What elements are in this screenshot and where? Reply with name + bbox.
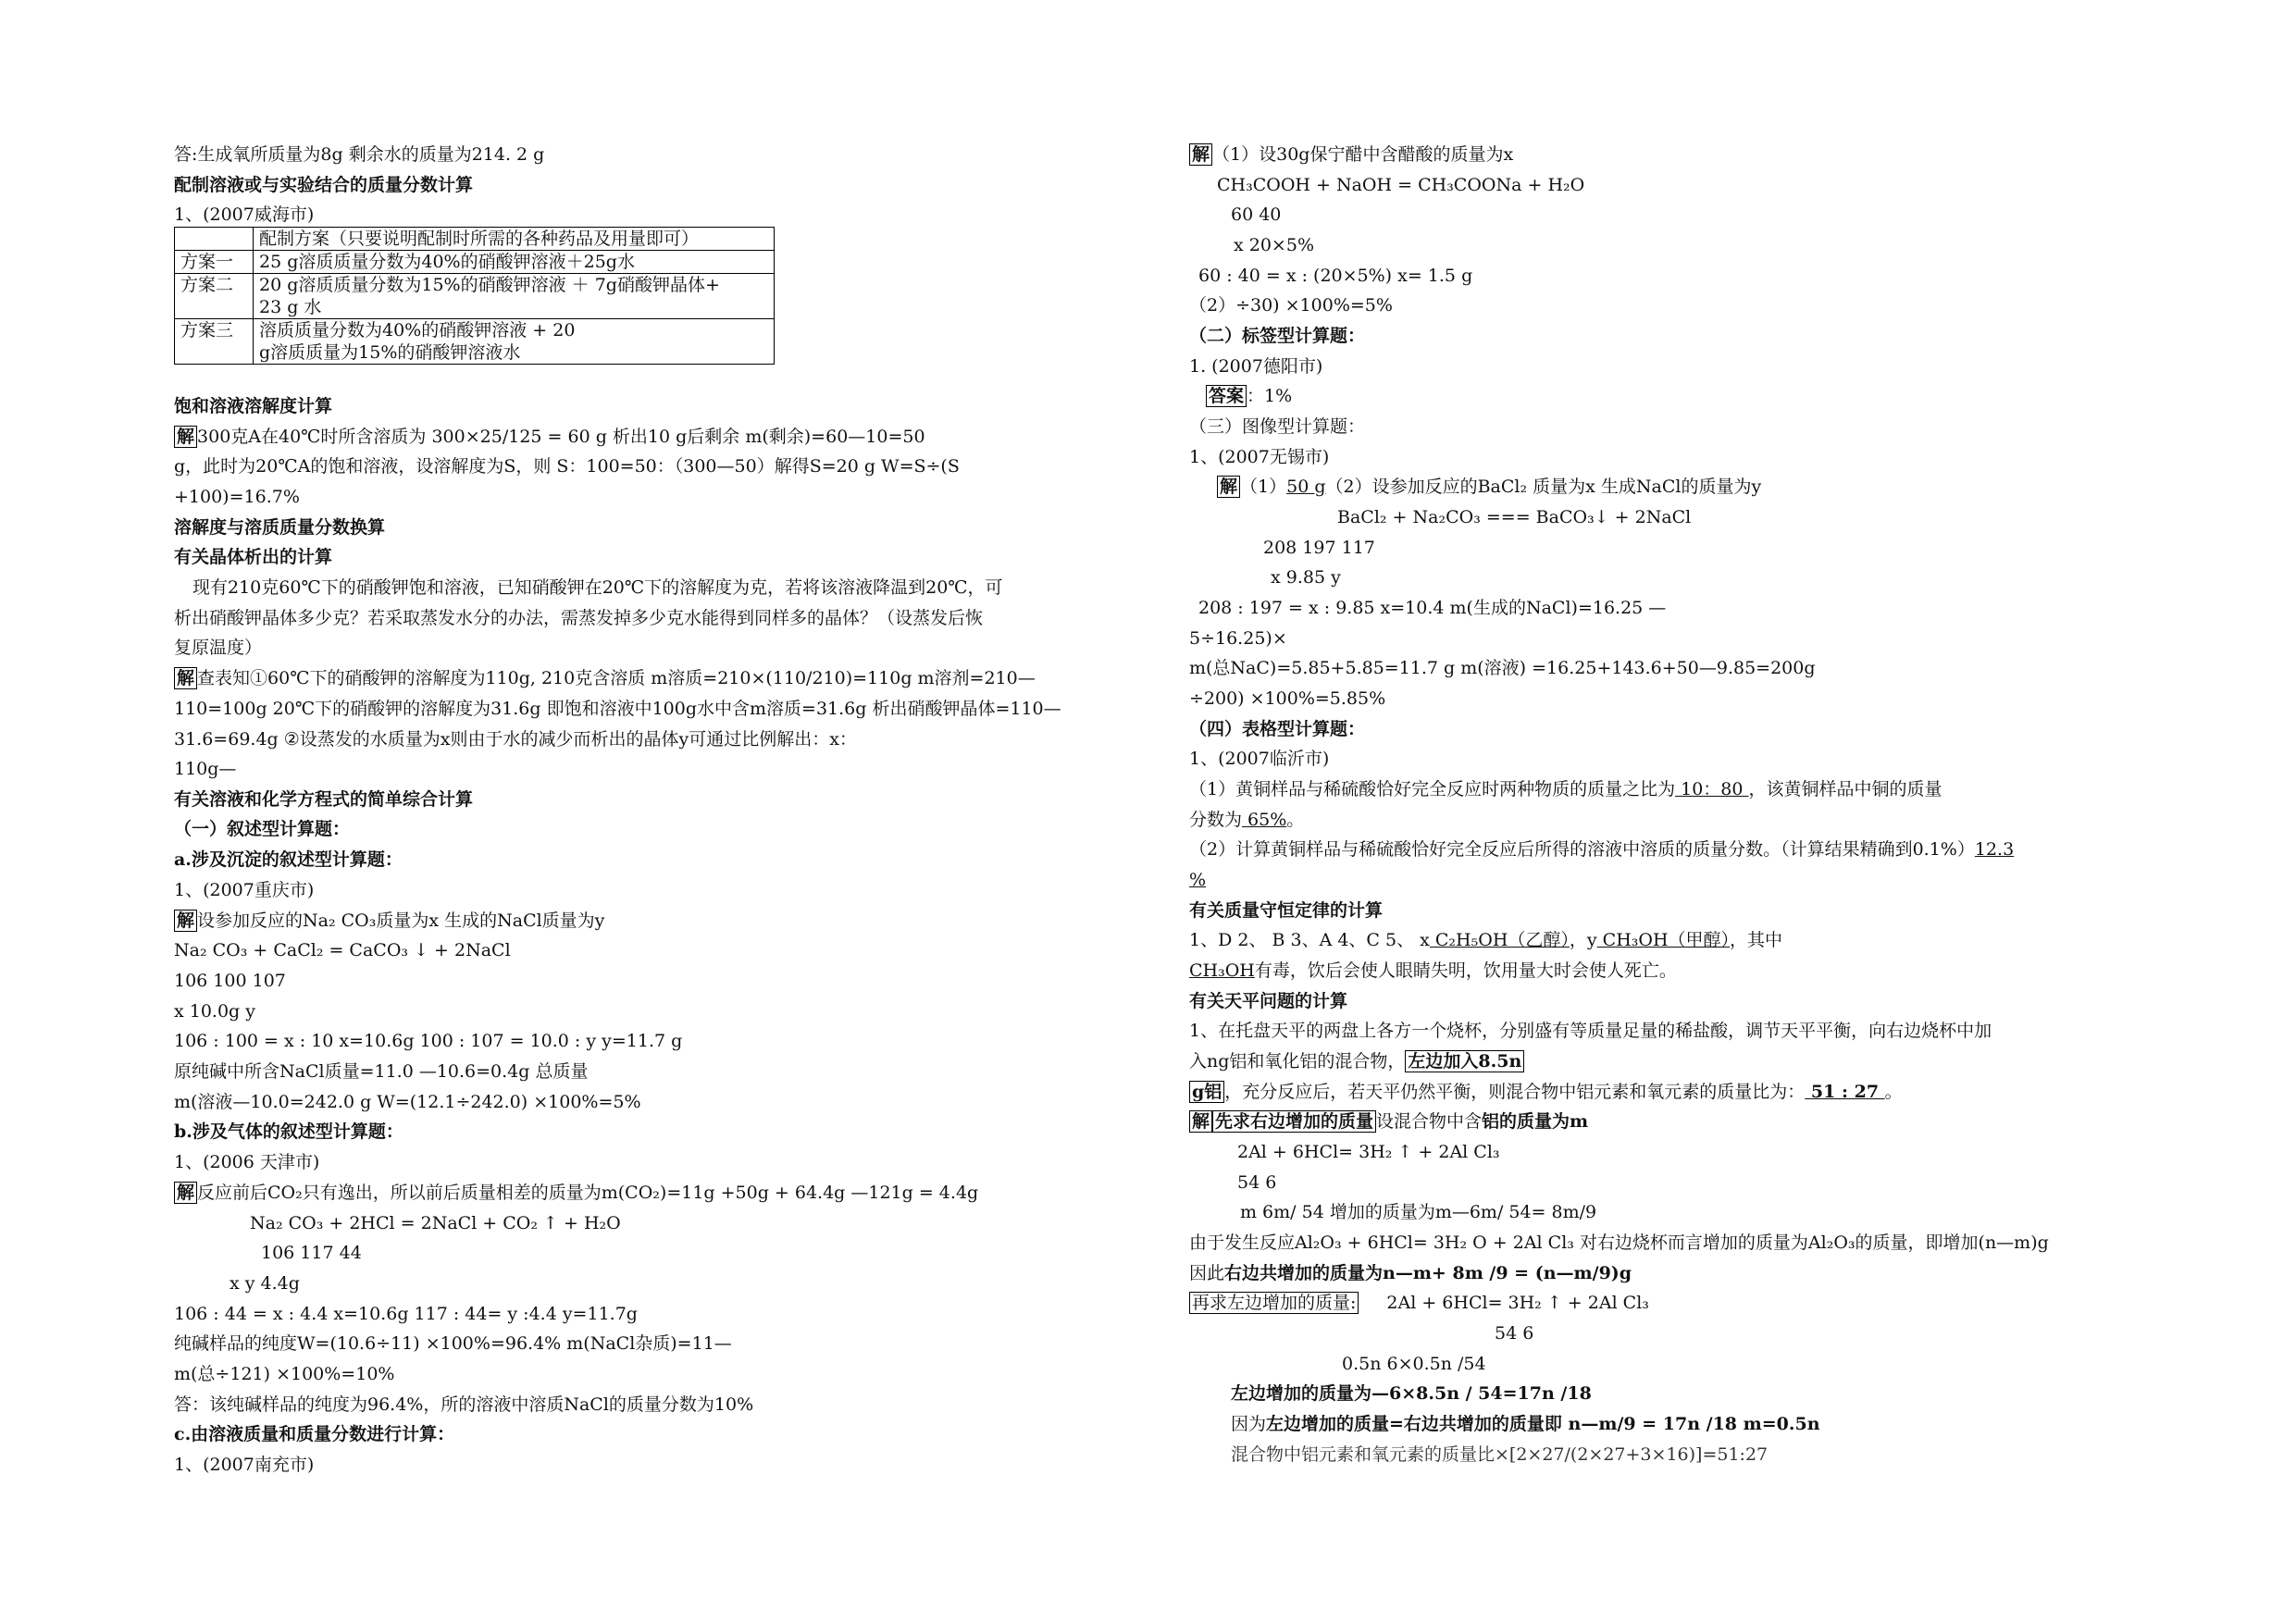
answer-text: （2）设参加反应的BaCl₂ 质量为x 生成NaCl的质量为y (1325, 477, 1762, 497)
heading-comprehensive: 有关溶液和化学方程式的简单综合计算 (174, 789, 474, 810)
answer-blank: C₂H₅OH（乙醇） (1429, 930, 1570, 950)
ratio-line: 60 : 40 = x : (20×5%) x= 1.5 g (1198, 266, 1473, 286)
equation: Na₂ CO₃ + 2HCl = 2NaCl + CO₂ ↑ + H₂O (250, 1213, 621, 1233)
boxed-text: g铝 (1189, 1081, 1224, 1103)
answer-line (1189, 929, 1782, 951)
heading-graph-type: （三）图像型计算题： (1189, 416, 1366, 437)
table-row (175, 274, 775, 319)
answer-line: 110=100g 20℃下的硝酸钾的溶解度为31.6g 即饱和溶液中100g水中含m溶质=31.6g 析出硝酸钾晶体=110— (174, 699, 1061, 719)
answer-label: 答案 (1206, 385, 1247, 407)
jie-label: 解 (174, 426, 197, 448)
equation: 2Al + 6HCl= 3H₂ ↑ + 2Al Cl₃ (1386, 1293, 1649, 1313)
answer-blank: CH₃OH（甲醇） (1596, 930, 1731, 950)
question-source: 1、(2007威海市) (174, 204, 315, 225)
question-text (1189, 1050, 1524, 1072)
plan-table (174, 227, 775, 365)
heading-saturated: 饱和溶液溶解度计算 (174, 396, 333, 416)
equation: BaCl₂ + Na₂CO₃ === BaCO₃↓ + 2NaCl (1337, 507, 1692, 527)
table-row (175, 228, 775, 251)
equation-masses: 106 100 107 (174, 971, 286, 991)
answer-line (1231, 1413, 1820, 1435)
answer-line (1206, 385, 1292, 407)
table-header-cell: 配制方案（只要说明配制时所需的各种药品及用量即可） (254, 228, 775, 251)
answer-line: 混合物中铝元素和氧元素的质量比×[2×27/(2×27+3×16)]=51:27 (1231, 1444, 1769, 1465)
heading-sub-b: b.涉及气体的叙述型计算题： (174, 1121, 403, 1142)
answer-line: m(总NaC)=5.85+5.85=11.7 g m(溶液) =16.25+143.6+50—9.85=200g (1189, 658, 1816, 678)
jie-label: 解 (174, 1182, 197, 1204)
answer-text: ，y (1569, 930, 1597, 950)
ratio-line: 106 : 100 = x : 10 x=10.6g 100 : 107 = 10.0 : y y=11.7 g (174, 1031, 683, 1051)
table-cell (254, 319, 775, 365)
answer-line (1189, 1292, 1649, 1314)
question-source: 1、(2006 天津市) (174, 1152, 320, 1172)
answer-line: g，此时为20℃A的饱和溶液，设溶解度为S，则 S：100=50：（300—50）解得S=20 g W=S÷(S (174, 456, 960, 477)
answer-line: （2）÷30) ×100%=5% (1189, 295, 1393, 316)
answer-blank: 51 : 27 (1805, 1082, 1885, 1102)
answer-line: 5÷16.25)× (1189, 628, 1287, 649)
answer-text: 因为 (1231, 1414, 1267, 1434)
answer-line (1189, 960, 1677, 982)
equation-masses: 60 40 (1231, 204, 1282, 225)
answer-line: m(总÷121) ×100%=10% (174, 1364, 395, 1384)
heading-balance: 有关天平问题的计算 (1189, 991, 1348, 1011)
equation: 2Al + 6HCl= 3H₂ ↑ + 2Al Cl₃ (1237, 1142, 1500, 1162)
table-cell: 方案二 (175, 274, 254, 319)
question-text: 析出硝酸钾晶体多少克？若采取蒸发水分的办法，需蒸发掉多少克水能得到同样多的晶体？（设蒸发后恢 (174, 608, 984, 628)
answer-text: 分数为 (1189, 810, 1243, 830)
answer-text: 300克A在40℃时所含溶质为 300×25/125 = 60 g 析出10 g后剩余 m(剩余)=60—10=50 (197, 427, 925, 447)
answer-line (1189, 1262, 1632, 1284)
answer-line (174, 667, 1036, 689)
equation-values: x y 4.4g (230, 1273, 300, 1294)
heading-sub-c: c.由溶液质量和质量分数进行计算： (174, 1424, 455, 1444)
answer-blank: CH₃OH (1189, 960, 1255, 981)
question-text: 复原温度） (174, 638, 263, 658)
heading-prepare-solution: 配制溶液或与实验结合的质量分数计算 (174, 175, 474, 195)
answer-line: +100)=16.7% (174, 487, 300, 507)
question-text: 现有210克60℃下的硝酸钾饱和溶液，已知硝酸钾在20℃下的溶解度为克，若将该溶液降温到20℃，可 (192, 577, 1003, 598)
question-source: 1. (2007德阳市) (1189, 356, 1323, 377)
answer-text: 右边共增加的质量为n—m+ 8m /9 = (n—m/9)g (1224, 1263, 1632, 1283)
answer-text: 左边增加的质量=右边共增加的质量即 n—m/9 = 17n /18 m=0.5n (1266, 1414, 1820, 1434)
cell-line: 20 g溶质质量分数为15%的硝酸钾溶液 ＋ 7g硝酸钾晶体+ (259, 275, 720, 295)
answer-line: 110g— (174, 759, 237, 779)
question-source: 1、(2007临沂市) (1189, 749, 1330, 769)
answer-line: 原纯碱中所含NaCl质量=11.0 —10.6=0.4g 总质量 (174, 1061, 589, 1082)
answer-blank: 12.3 (1974, 839, 2015, 860)
answer-text: 。 (1286, 810, 1305, 830)
answer-line: 答：该纯碱样品的纯度为96.4%，所的溶液中溶质NaCl的质量分数为10% (174, 1394, 754, 1415)
answer-line (174, 910, 604, 932)
answer-text: 1、D 2、 B 3、A 4、C 5、 x (1189, 930, 1430, 950)
heading-table-type: （四）表格型计算题： (1189, 719, 1366, 739)
cell-line: 23 g 水 (259, 297, 322, 317)
answer-line (1189, 778, 1942, 800)
answer-text: ，其中 (1730, 930, 1783, 950)
answer-text: （1）设30g保宁醋中含醋酸的质量为x (1212, 144, 1514, 165)
answer-line: 左边增加的质量为—6×8.5n / 54=17n /18 (1231, 1383, 1592, 1404)
equation-values: x 10.0g y (174, 1001, 255, 1022)
question-part: 入ng铝和氧化铝的混合物， (1189, 1051, 1406, 1072)
table-cell (254, 274, 775, 319)
heading-narrative: （一）叙述型计算题： (174, 819, 351, 839)
jie-label: 解 (1189, 143, 1212, 166)
answer-text: 设混合物中含 (1376, 1111, 1483, 1132)
table-cell: 方案一 (175, 251, 254, 274)
answer-line (1189, 838, 2014, 861)
equation-masses: 208 197 117 (1263, 538, 1375, 558)
answer-text: 查表知①60℃下的硝酸钾的溶解度为110g, 210克含溶质 m溶质=210×(110/210)=110g m溶剂=210— (197, 668, 1036, 688)
answer-text: ：1% (1247, 386, 1293, 406)
answer-line: 纯碱样品的纯度W=(10.6÷11) ×100%=96.4% m(NaCl杂质)=11— (174, 1333, 732, 1354)
boxed-text: 先求右边增加的质量 (1212, 1110, 1376, 1133)
cell-line: 溶质质量分数为40%的硝酸钾溶液 + 20 (259, 320, 576, 341)
jie-label: 解 (1189, 1110, 1212, 1133)
answer-line: m(溶液—10.0=242.0 g W=(12.1÷242.0) ×100%=5% (174, 1092, 641, 1112)
heading-convert: 溶解度与溶质质量分数换算 (174, 517, 386, 538)
answer-line: ÷200) ×100%=5.85% (1189, 688, 1386, 709)
boxed-text: 再求左边增加的质量: (1189, 1292, 1359, 1314)
answer-line (1189, 1110, 1588, 1133)
question-text: 1、在托盘天平的两盘上各方一个烧杯，分别盛有等质量足量的稀盐酸，调节天平平衡，向右边烧杯中加 (1189, 1021, 1992, 1041)
question-text (1189, 1081, 1903, 1103)
table-row (175, 251, 775, 274)
equation-masses: 54 6 (1495, 1323, 1534, 1344)
heading-crystal: 有关晶体析出的计算 (174, 547, 333, 567)
table-cell (175, 228, 254, 251)
ratio-line: 208 : 197 = x : 9.85 x=10.4 m(生成的NaCl)=16.25 — (1198, 598, 1667, 618)
answer-oxygen: 答:生成氧所质量为8g 剩余水的质量为214. 2 g (174, 144, 545, 165)
ratio-line: 106 : 44 = x : 4.4 x=10.6g 117 : 44= y :4.4 y=11.7g (174, 1304, 638, 1324)
question-source: 1、(2007无锡市) (1189, 447, 1330, 467)
equation-masses: 54 6 (1237, 1172, 1277, 1193)
equation-values: m 6m/ 54 增加的质量为m—6m/ 54= 8m/9 (1240, 1202, 1597, 1222)
table-cell: 25 g溶质质量分数为40%的硝酸钾溶液＋25g水 (254, 251, 775, 274)
answer-text: （1） (1240, 477, 1287, 497)
question-part: ，充分反应后，若天平仍然平衡，则混合物中铝元素和氧元素的质量比为： (1224, 1082, 1806, 1102)
heading-label-type: （二）标签型计算题： (1189, 326, 1366, 346)
equation-values: x 20×5% (1234, 235, 1314, 255)
answer-blank: 10：80 (1675, 779, 1749, 799)
answer-line (1189, 143, 1513, 166)
answer-blank: 65% (1242, 810, 1287, 830)
heading-sub-a: a.涉及沉淀的叙述型计算题： (174, 849, 403, 870)
answer-text: 设参加反应的Na₂ CO₃质量为x 生成的NaCl质量为y (197, 911, 605, 931)
answer-blank: 50 g (1286, 477, 1326, 497)
equation: CH₃COOH + NaOH = CH₃COONa + H₂O (1217, 175, 1585, 195)
question-part: 。 (1884, 1082, 1903, 1102)
answer-line: 31.6=69.4g ②设蒸发的水质量为x则由于水的减少而析出的晶体y可通过比例解出：x： (174, 729, 857, 750)
jie-label: 解 (1217, 476, 1240, 498)
equation: Na₂ CO₃ + CaCl₂ = CaCO₃ ↓ + 2NaCl (174, 940, 511, 960)
heading-mass-conservation: 有关质量守恒定律的计算 (1189, 900, 1384, 921)
answer-line (174, 426, 925, 448)
jie-label: 解 (174, 667, 197, 689)
answer-text: ，该黄铜样品中铜的质量 (1748, 779, 1942, 799)
answer-text: 因此 (1189, 1263, 1225, 1283)
equation-values: 0.5n 6×0.5n /54 (1342, 1354, 1486, 1374)
answer-blank: % (1189, 870, 1207, 890)
table-row (175, 319, 775, 365)
answer-text: 反应前后CO₂只有逸出，所以前后质量相差的质量为m(CO₂)=11g +50g + 64.4g —121g = 4.4g (197, 1183, 979, 1203)
answer-text: 铝的质量为m (1482, 1111, 1589, 1132)
equation-masses: 106 117 44 (261, 1243, 362, 1263)
table-cell: 方案三 (175, 319, 254, 365)
answer-line (1217, 476, 1761, 498)
boxed-text: 左边加入8.5n (1405, 1050, 1524, 1072)
answer-text: 有毒，饮后会使人眼睛失明，饮用量大时会使人死亡。 (1254, 960, 1677, 981)
answer-line (1189, 809, 1304, 831)
answer-text: （1）黄铜样品与稀硫酸恰好完全反应时两种物质的质量之比为 (1189, 779, 1676, 799)
answer-line: 由于发生反应Al₂O₃ + 6HCl= 3H₂ O + 2Al Cl₃ 对右边烧杯而言增加的质量为Al₂O₃的质量，即增加(n—m)g (1189, 1233, 2049, 1253)
question-source: 1、(2007南充市) (174, 1455, 315, 1475)
answer-line (174, 1182, 978, 1204)
equation-values: x 9.85 y (1271, 567, 1341, 588)
jie-label: 解 (174, 910, 197, 932)
question-source: 1、(2007重庆市) (174, 880, 315, 900)
cell-line: g溶质质量为15%的硝酸钾溶液水 (259, 342, 521, 363)
answer-text: （2）计算黄铜样品与稀硫酸恰好完全反应后所得的溶液中溶质的质量分数。（计算结果精确到0.1%） (1189, 839, 1975, 860)
